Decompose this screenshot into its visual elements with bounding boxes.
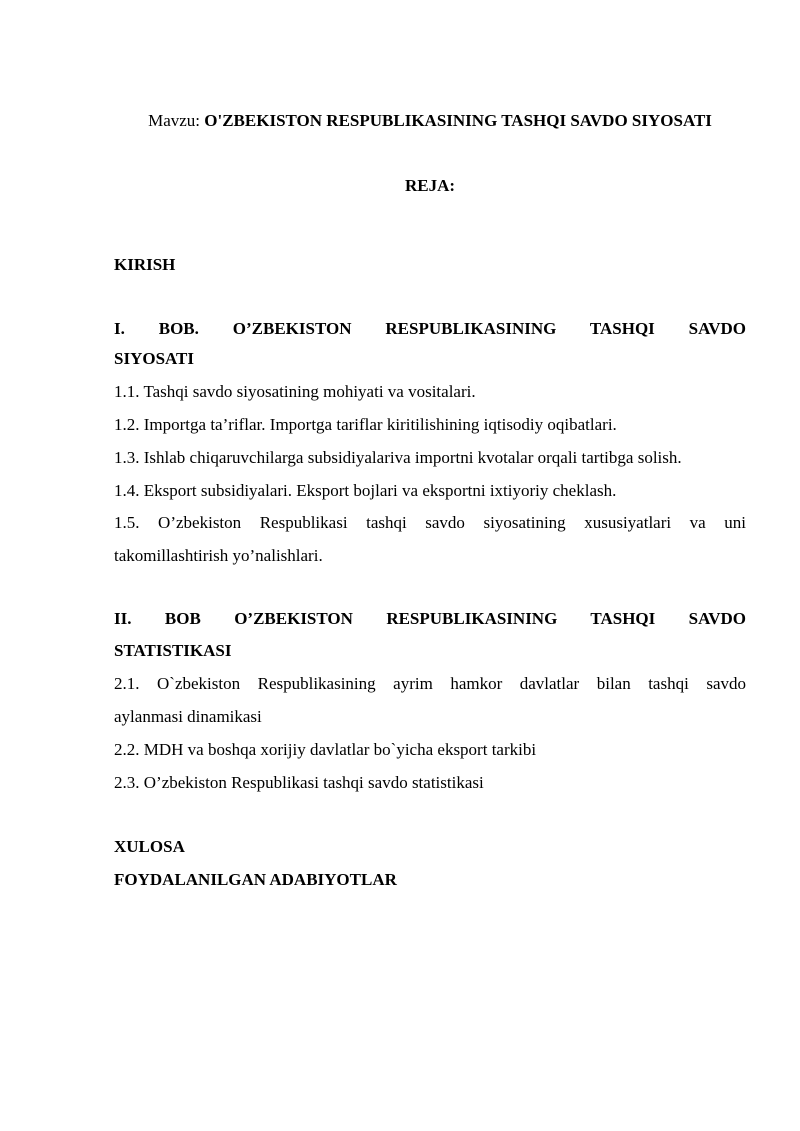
chapter1-item: 1.1. Tashqi savdo siyosatining mohiyati va vositalari. [114, 382, 476, 401]
conclusion-heading: XULOSA [114, 837, 185, 856]
chapter1-item: 1.3. Ishlab chiqaruvchilarga subsidiyalariva importni kvotalar orqali tartibga solish. [114, 448, 682, 467]
chapter1-item: 1.5. O’zbekiston Respublikasi tashqi savdo siyosatining xususiyatlari va uni [114, 513, 746, 532]
chapter1-heading-line1: I. BOB. O’ZBEKISTON RESPUBLIKASINING TASHQI SAVDO [114, 319, 746, 338]
chapter1-item: 1.2. Importga ta’riflar. Importga tariflar kiritilishining iqtisodiy oqibatlari. [114, 415, 617, 434]
chapter2-item: aylanmasi dinamikasi [114, 707, 262, 726]
chapter2-item: 2.1. O`zbekiston Respublikasining ayrim hamkor davlatlar bilan tashqi savdo [114, 674, 746, 693]
chapter2-item: 2.2. MDH va boshqa xorijiy davlatlar bo`yicha eksport tarkibi [114, 740, 537, 759]
chapter1-item: takomillashtirish yo’nalishlari. [114, 546, 323, 565]
intro-heading: KIRISH [114, 255, 176, 274]
chapter2-heading-line2: STATISTIKASI [114, 641, 232, 660]
chapter1-heading-line2: SIYOSATI [114, 349, 194, 368]
topic-line [114, 110, 746, 132]
topic-label: Mavzu: [148, 111, 201, 130]
references-heading: FOYDALANILGAN ADABIYOTLAR [114, 870, 397, 889]
plan-heading: REJA: [404, 176, 456, 195]
chapter1-item: 1.4. Eksport subsidiyalari. Eksport bojlari va eksportni ixtiyoriy cheklash. [114, 481, 617, 500]
topic-title: O'ZBEKISTON RESPUBLIKASINING TASHQI SAVDO SIYOSATI [204, 111, 712, 130]
chapter2-item: 2.3. O’zbekiston Respublikasi tashqi savdo statistikasi [114, 773, 484, 792]
chapter2-heading-line1: II. BOB O’ZBEKISTON RESPUBLIKASINING TASHQI SAVDO [114, 609, 746, 628]
